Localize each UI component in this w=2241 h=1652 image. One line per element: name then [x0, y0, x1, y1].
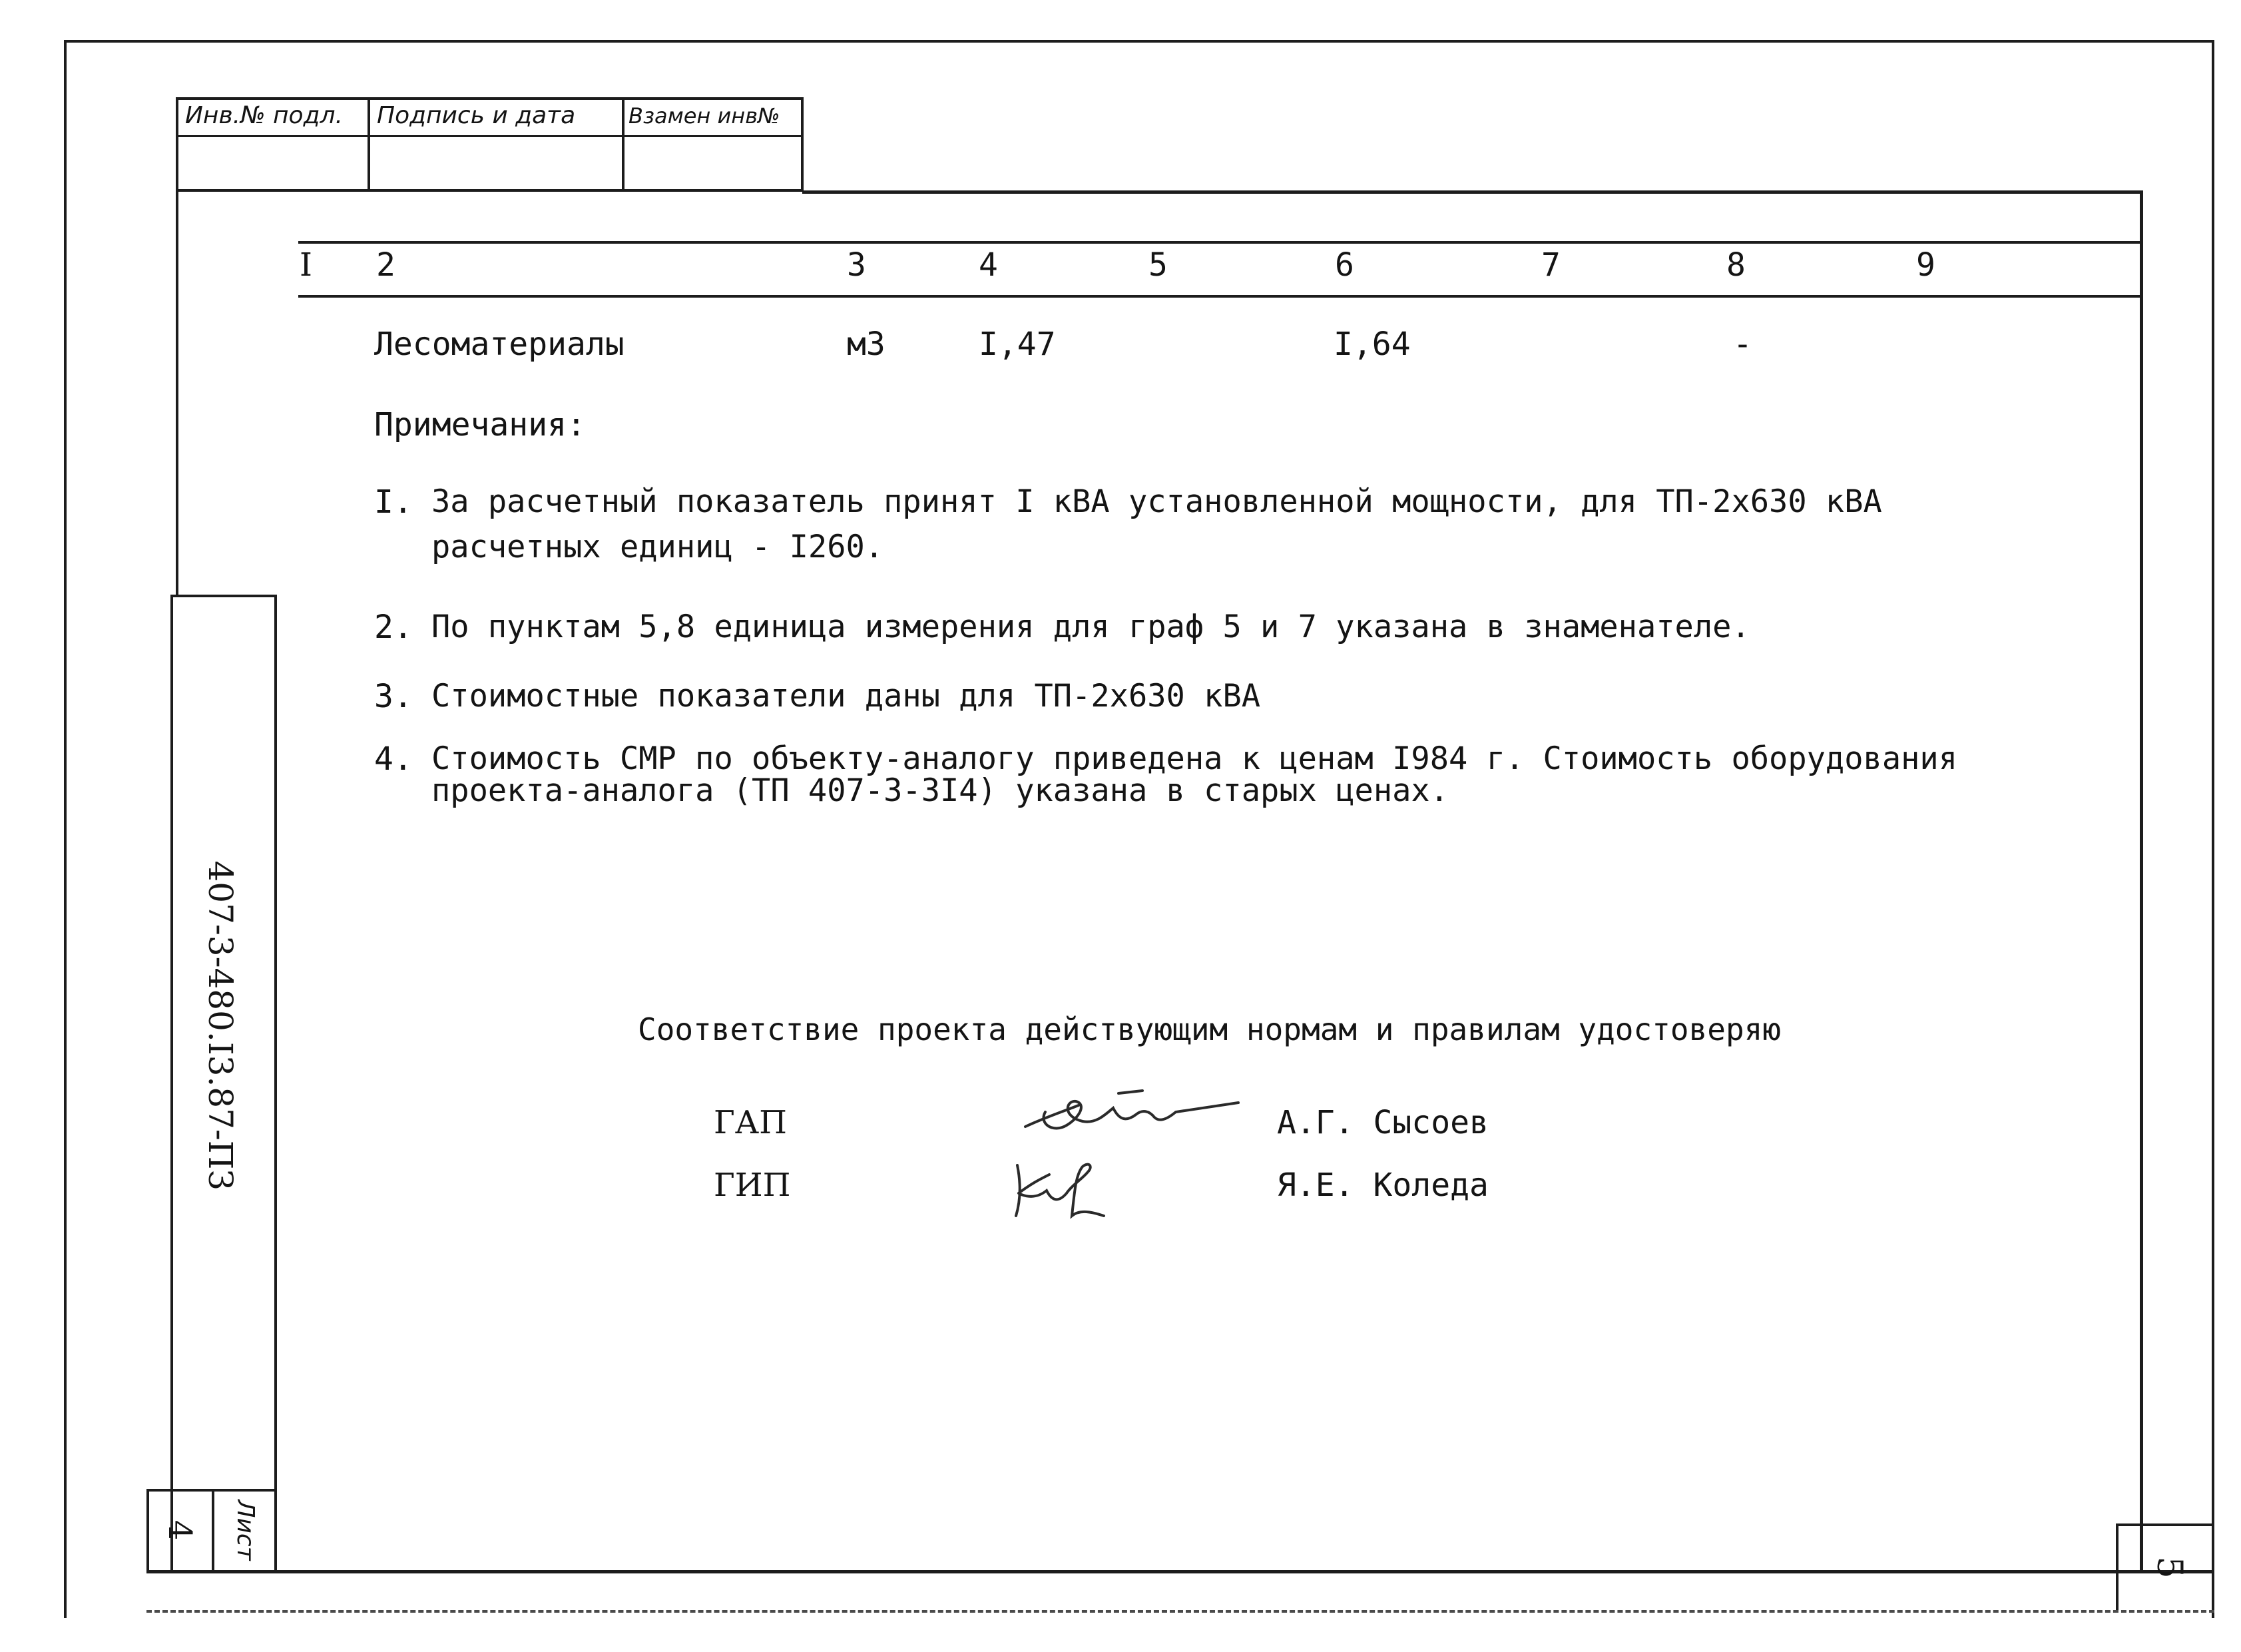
row-name: Лесоматериалы [374, 326, 624, 363]
note-3-num: 3. [374, 678, 413, 715]
sheet-cell [146, 1489, 277, 1571]
sheet-label: Лист [232, 1500, 259, 1561]
signatory-2-role: ГИП [714, 1167, 791, 1204]
note-1-line1: За расчетный показатель принят I кВА установленной мощности, для ТП-2х630 кВА [431, 483, 1882, 520]
col-number-9: 9 [1916, 246, 1935, 284]
signature-date-label: Подпись и дата [377, 102, 576, 129]
note-2-line1: По пунктам 5,8 единица измерения для граф 5 и 7 указана в знаменателе. [431, 609, 1750, 645]
signature-2-icon [1005, 1152, 1152, 1225]
page-number-cell [2116, 1523, 2214, 1610]
col-number-6: 6 [1335, 246, 1354, 284]
sheet-number: 4 [161, 1519, 198, 1541]
inner-top-line [802, 190, 2143, 194]
signature-1-icon [1019, 1085, 1245, 1145]
stamp-block [176, 97, 804, 192]
signatory-1-role: ГАП [714, 1104, 787, 1141]
col-number-5: 5 [1148, 246, 1168, 284]
col-number-7: 7 [1541, 246, 1561, 284]
note-1-num: I. [374, 483, 413, 521]
col-number-3: 3 [847, 246, 866, 284]
col-number-8: 8 [1726, 246, 1746, 284]
row-col6: I,64 [1334, 326, 1411, 363]
note-3-line1: Стоимостные показатели даны для ТП-2х630 кВА [431, 678, 1261, 714]
signatory-2-name: Я.Е. Коледа [1277, 1167, 1489, 1204]
note-1-line2: расчетных единиц - I260. [431, 529, 884, 565]
frame-left-line [64, 40, 67, 1618]
inner-right-line [2140, 190, 2143, 1571]
replace-inv-label: Взамен инв№ [628, 103, 780, 129]
inv-no-label: Инв.№ подл. [185, 102, 343, 129]
page-number: 5 [2149, 1556, 2189, 1579]
note-2-num: 2. [374, 609, 413, 646]
frame-bottom-dash [146, 1610, 2214, 1613]
frame-bottom-line [146, 1570, 2214, 1573]
certification-text: Соответствие проекта действующим нормам и правилам удостоверяю [638, 1011, 1782, 1047]
note-4-line1: Стоимость СМР по объекту-аналогу приведена к ценам I984 г. Стоимость оборудования [431, 740, 1958, 777]
col-number-2: 2 [376, 246, 395, 284]
col-number-4: 4 [979, 246, 998, 284]
col-number-1: I [300, 246, 312, 284]
row-col8: - [1733, 326, 1752, 363]
note-4-line2: проекта-аналога (ТП 407-3-3I4) указана в старых ценах. [431, 772, 1449, 809]
note-4-num: 4. [374, 740, 413, 778]
header-bottom-line [298, 295, 2142, 298]
frame-right-line [2212, 40, 2214, 1618]
row-unit: м3 [847, 326, 885, 363]
signatory-1-name: А.Г. Сысоев [1277, 1104, 1489, 1141]
row-col4: I,47 [979, 326, 1056, 363]
notes-title: Примечания: [374, 406, 586, 443]
header-top-line [298, 241, 2142, 244]
frame-top-line [64, 40, 2214, 43]
doc-code-text: 407-3-480.I3.87-ПЗ [201, 860, 240, 1191]
